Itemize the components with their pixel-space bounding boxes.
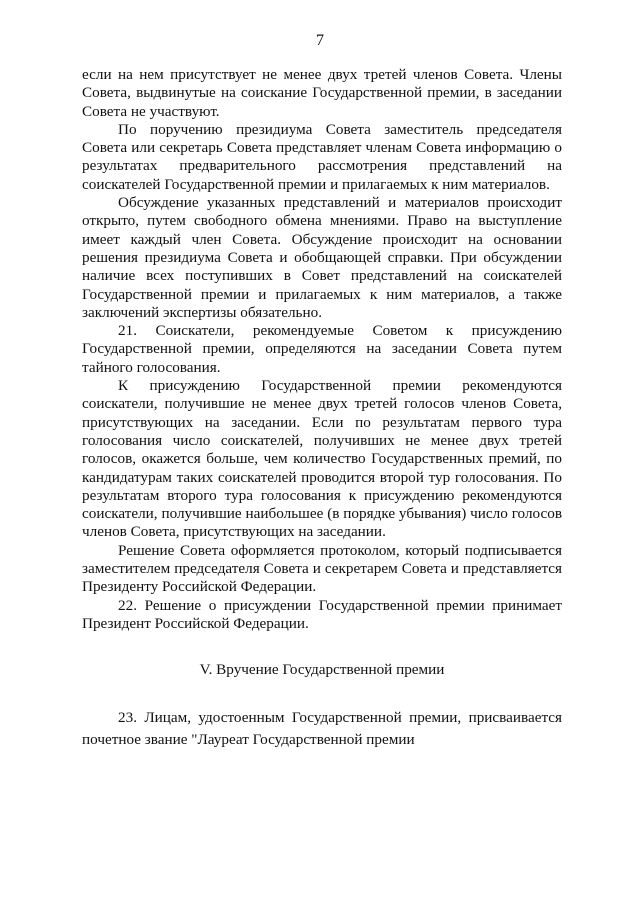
paragraph-23-laureate-title: 23. Лицам, удостоенным Государственной премии, присваивается почетное звание "Лауреат Государственной премии xyxy=(82,709,562,749)
paragraph-continuation: если на нем присутствует не менее двух третей членов Совета. Члены Совета, выдвинутые на соискание Государственной премии, в заседании Совета не участвуют. xyxy=(82,66,562,120)
paragraph-21-candidates: 21. Соискатели, рекомендуемые Советом к присуждению Государственной премии, определяются на заседании Совета путем тайного голосования. xyxy=(82,322,562,376)
section-heading: V. Вручение Государственной премии xyxy=(199,661,445,679)
paragraph-recommendation-rules: К присуждению Государственной премии рекомендуются соискатели, получившие не менее двух третей голосов членов Совета, присутствующих на заседании. Если по результатам первого тура голосования число соискателей, получивших не менее двух третей голосов, окажется больше, чем количество Государственных премий, по кандидатурам таких соискателей проводится второй тур голосования. По результатам второго тура голосования к присуждению рекомендуются соискатели, получившие наибольшее (в порядке убывания) число голосов членов Совета, присутствующих на заседании. xyxy=(82,377,562,541)
paragraph-council-decision: Решение Совета оформляется протоколом, который подписывается заместителем председателя Совета и секретарем Совета и представляется Президенту Российской Федерации. xyxy=(82,541,562,596)
paragraph-discussion: Обсуждение указанных представлений и материалов происходит открыто, путем свободного обмена мнениями. Право на выступление имеет каждый член Совета. Обсуждение происходит на основании решения президиума Совета и обобщающей справки. При обсуждении наличие всех поступивших в Совет представлений на соискателей Государственной премии и прилагаемых к ним материалов, а также заключений экспертизы обязательно. xyxy=(82,194,562,321)
document-body xyxy=(82,66,562,751)
paragraph-presidium-instruction: По поручению президиума Совета заместитель председателя Совета или секретарь Совета представляет членам Совета информацию о результатах предварительного рассмотрения представлений на соискателей Государственной премии и прилагаемых к ним материалов. xyxy=(82,120,562,193)
paragraph-22-president-decision: 22. Решение о присуждении Государственной премии принимает Президент Российской Федерации. xyxy=(82,596,562,632)
page-number: 7 xyxy=(316,32,324,49)
